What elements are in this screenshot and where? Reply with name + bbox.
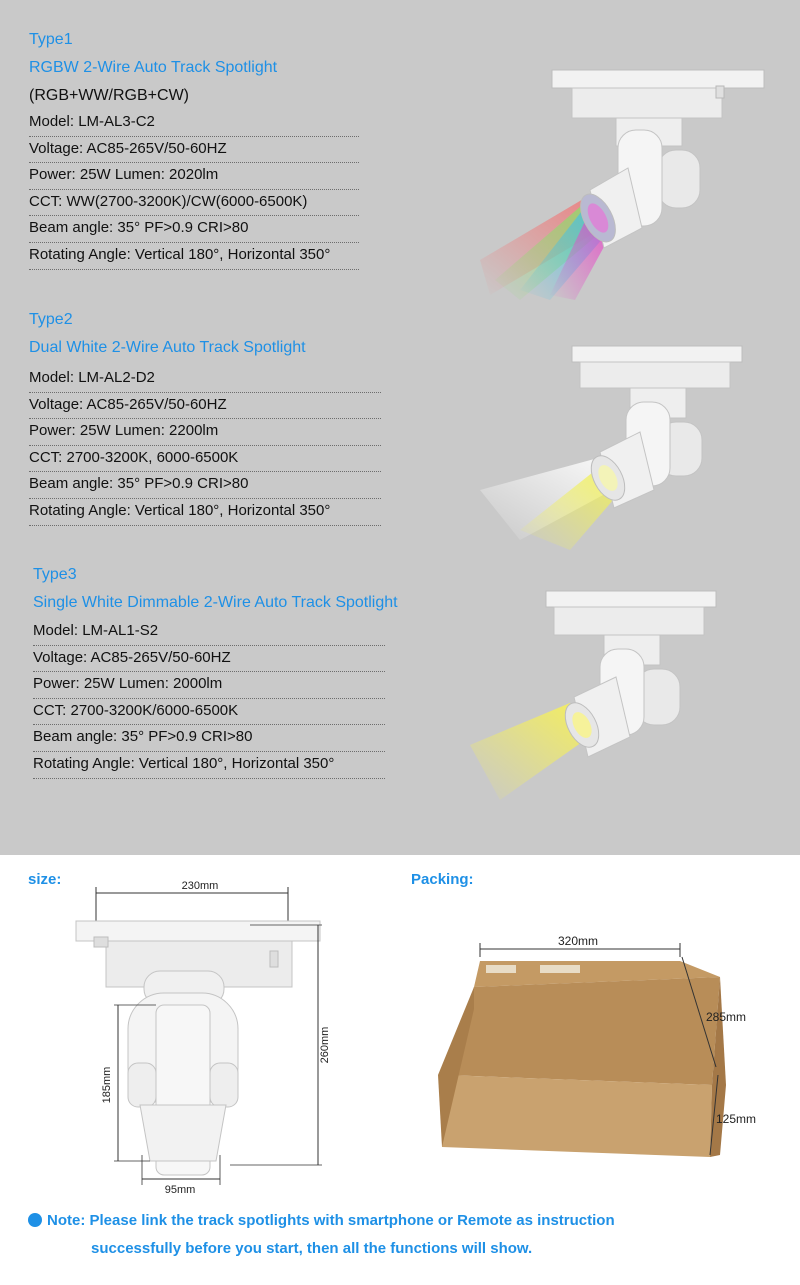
spec-voltage: Voltage: AC85-265V/50-60HZ (33, 646, 385, 673)
spec-power: Power: 25W Lumen: 2020lm (29, 163, 359, 190)
spec-model: Model: LM-AL3-C2 (29, 110, 359, 137)
spec-power: Power: 25W Lumen: 2000lm (33, 672, 385, 699)
spec-beam: Beam angle: 35° PF>0.9 CRI>80 (29, 472, 381, 499)
type2-label: Type2 (29, 311, 73, 328)
type3-specs (33, 619, 385, 779)
note-line-1: Note: Please link the track spotlights with smartphone or Remote as instruction (28, 1207, 788, 1235)
dim-box-length: 320mm (557, 934, 599, 948)
dim-box-width: 285mm (706, 1010, 747, 1024)
spec-cct: CCT: WW(2700-3200K)/CW(6000-6500K) (29, 190, 359, 217)
spec-beam: Beam angle: 35° PF>0.9 CRI>80 (29, 216, 359, 243)
type3-block (33, 565, 398, 779)
dim-width-top: 230mm (181, 880, 219, 892)
type3-title: Single White Dimmable 2-Wire Auto Track Spotlight (33, 594, 398, 611)
spec-model: Model: LM-AL1-S2 (33, 619, 385, 646)
packing-label: Packing: (411, 871, 474, 888)
type1-block (29, 30, 359, 270)
type1-variant: (RGB+WW/RGB+CW) (29, 87, 189, 104)
spec-rotation: Rotating Angle: Vertical 180°, Horizontal 350° (29, 243, 359, 270)
type3-label: Type3 (33, 566, 77, 583)
type1-specs (29, 110, 359, 270)
note-line-2: successfully before you start, then all the functions will show. (91, 1240, 533, 1257)
type2-block (29, 310, 381, 526)
spec-voltage: Voltage: AC85-265V/50-60HZ (29, 137, 359, 164)
dim-box-height: 125mm (716, 1112, 757, 1126)
packing-box-diagram (430, 925, 770, 1160)
size-diagram (70, 875, 350, 1200)
type1-label: Type1 (29, 31, 73, 48)
note-block (28, 1207, 788, 1263)
spec-cct: CCT: 2700-3200K/6000-6500K (33, 699, 385, 726)
spec-rotation: Rotating Angle: Vertical 180°, Horizontal 350° (29, 499, 381, 526)
size-label: size: (28, 871, 62, 888)
type2-specs (29, 366, 381, 526)
type2-spotlight-image (480, 340, 780, 550)
spec-power: Power: 25W Lumen: 2200lm (29, 419, 381, 446)
bullet-icon (28, 1213, 42, 1227)
spec-rotation: Rotating Angle: Vertical 180°, Horizontal 350° (33, 752, 385, 779)
type2-title: Dual White 2-Wire Auto Track Spotlight (29, 339, 306, 356)
spec-voltage: Voltage: AC85-265V/50-60HZ (29, 393, 381, 420)
type1-title: RGBW 2-Wire Auto Track Spotlight (29, 59, 278, 76)
type3-spotlight-image (470, 585, 770, 805)
spec-model: Model: LM-AL2-D2 (29, 366, 381, 393)
dim-height-arm: 185mm (101, 1066, 113, 1104)
dim-height-total: 260mm (319, 1026, 331, 1064)
type1-spotlight-image (480, 60, 780, 300)
spec-beam: Beam angle: 35° PF>0.9 CRI>80 (33, 725, 385, 752)
dim-width-bottom: 95mm (164, 1184, 196, 1196)
spec-cct: CCT: 2700-3200K, 6000-6500K (29, 446, 381, 473)
